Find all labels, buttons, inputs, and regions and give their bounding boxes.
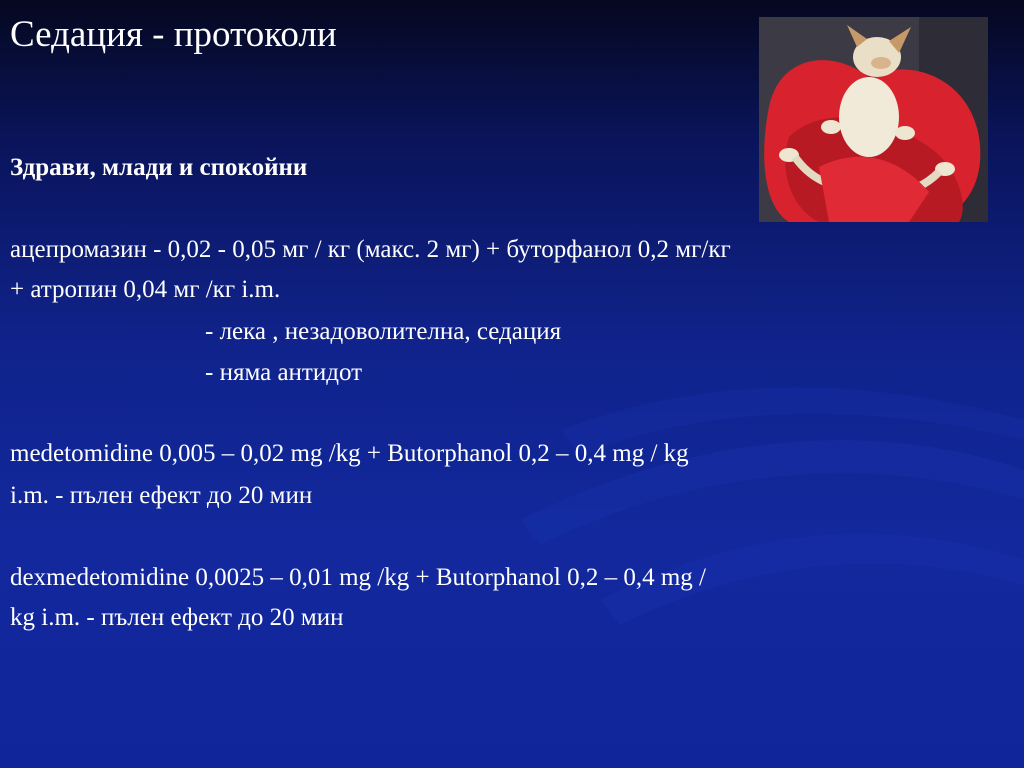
dog-photo <box>759 17 988 222</box>
protocol-1-line-1: ацепромазин - 0,02 - 0,05 мг / кг (макс. 2 мг) + буторфанол 0,2 мг/кг <box>10 236 731 263</box>
protocol-2-line-2: i.m. - пълен ефект до 20 мин <box>10 482 313 509</box>
protocol-2-line-1: medetomidine 0,005 – 0,02 mg /kg + Butorphanol 0,2 – 0,4 mg / kg <box>10 440 689 467</box>
protocol-1-line-2: + атропин 0,04 мг /кг i.m. <box>10 276 281 303</box>
protocol-3-line-1: dexmedetomidine 0,0025 – 0,01 mg /kg + Butorphanol 0,2 – 0,4 mg / <box>10 564 706 591</box>
slide-title: Седация - протоколи <box>10 14 337 55</box>
protocol-3-line-2: kg i.m. - пълен ефект до 20 мин <box>10 604 344 631</box>
subheading: Здрави, млади и спокойни <box>10 154 308 181</box>
protocol-1-note-1: - лека , незадоволителна, седация <box>205 318 562 345</box>
protocol-1-note-2: - няма антидот <box>205 359 363 386</box>
